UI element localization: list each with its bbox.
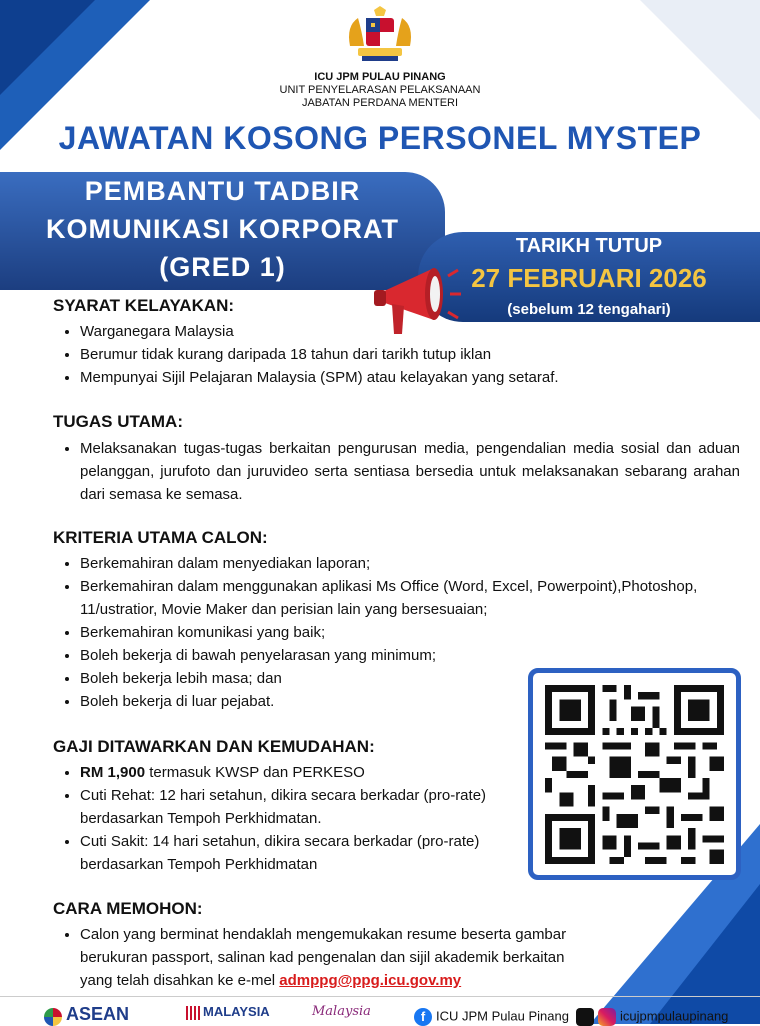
list-item: • Boleh bekerja di bawah penyelarasan yang minimum; xyxy=(80,644,740,667)
malaysia-coat-of-arms-icon xyxy=(344,6,416,66)
application-instructions: Calon yang berminat hendaklah mengemukakan resume beserta gambar berukuran passport, salinan kad pengenalan dan sijil akademik berkaitan yang telah disahkan ke e-mel xyxy=(80,926,567,989)
list-item: • Cuti Rehat: 12 hari setahun, dikira secara berkadar (pro-rate) berdasarkan Tempoh Perkhidmatan. xyxy=(80,784,530,830)
org-department: JABATAN PERDANA MENTERI xyxy=(301,97,459,109)
footer-divider xyxy=(0,996,760,997)
list-item xyxy=(80,761,530,784)
list-item: • Berkemahiran dalam menggunakan aplikasi Ms Office (Word, Excel, Powerpoint),Photoshop, 11/ustratior, Movie Maker dan perisian lain yang bersesuaian; xyxy=(80,575,740,621)
facebook-link[interactable]: f ICU JPM Pulau Pinang xyxy=(414,1008,569,1026)
duties-list xyxy=(58,437,740,506)
position-grade: (GRED 1) xyxy=(159,252,286,282)
salary-amount: RM 1,900 xyxy=(80,764,146,781)
closing-date: 27 FEBRUARI 2026 xyxy=(471,263,707,293)
list-item: • Melaksanakan tugas-tugas berkaitan pengurusan media, pengendalian media sosial dan aduan pelanggan, jurufoto dan juruvideo serta sentiasa bersedia untuk melaksanakan sebarang arahan dari semasa ke semasa. xyxy=(80,437,740,506)
list-item: • Berkemahiran komunikasi yang baik; xyxy=(80,621,740,644)
corner-decoration-bottom-right-dark xyxy=(650,884,760,1024)
list-item: • Berkemahiran dalam menyediakan laporan; xyxy=(80,552,740,575)
qr-code-frame[interactable] xyxy=(528,668,741,880)
section-heading-duties: TUGAS UTAMA: xyxy=(53,412,183,431)
position-title-line1: PEMBANTU TADBIR xyxy=(84,176,361,206)
facebook-icon: f xyxy=(414,1008,432,1026)
section-heading-criteria: KRITERIA UTAMA CALON: xyxy=(53,528,268,547)
list-item: • Boleh bekerja lebih masa; dan xyxy=(80,667,740,690)
org-name: ICU JPM PULAU PINANG xyxy=(314,71,446,83)
application-list xyxy=(58,923,600,992)
closing-date-label: TARIKH TUTUP xyxy=(515,235,663,257)
section-heading-requirements: SYARAT KELAYAKAN: xyxy=(53,296,235,315)
instagram-link[interactable]: icujpmpulaupinang xyxy=(576,1008,728,1026)
list-item xyxy=(80,923,600,992)
asean-logo: ASEAN xyxy=(44,1004,129,1026)
page-title: JAWATAN KOSONG PERSONEL MYSTEP xyxy=(58,120,702,156)
list-item: • Cuti Sakit: 14 hari setahun, dikira secara berkadar (pro-rate) berdasarkan Tempoh Perkhidmatan xyxy=(80,830,530,876)
list-item: • Mempunyai Sijil Pelajaran Malaysia (SPM) atau kelayakan yang setaraf. xyxy=(80,366,640,389)
instagram-icon xyxy=(598,1008,616,1026)
position-title-line2: KOMUNIKASI KORPORAT xyxy=(46,214,399,244)
list-item: • Warganegara Malaysia xyxy=(80,320,640,343)
malaysia-logo: MALAYSIA xyxy=(186,1004,270,1020)
qr-code-icon xyxy=(545,685,724,864)
email-link[interactable]: admppg@ppg.icu.gov.my xyxy=(279,972,462,989)
list-item: • Berumur tidak kurang daripada 18 tahun dari tarikh tutup iklan xyxy=(80,343,640,366)
list-item: • Boleh bekerja di luar pejabat. xyxy=(80,690,740,713)
tiktok-icon xyxy=(576,1008,594,1026)
section-heading-how-to-apply: CARA MEMOHON: xyxy=(53,899,203,918)
asean-emblem-icon xyxy=(44,1008,62,1026)
salary-list xyxy=(58,761,530,876)
visit-malaysia-logo: Malaysia xyxy=(312,1004,371,1019)
malaysia-stripes-icon xyxy=(186,1006,200,1020)
section-heading-salary: GAJI DITAWARKAN DAN KEMUDAHAN: xyxy=(53,737,375,756)
salary-detail: termasuk KWSP dan PERKESO xyxy=(145,764,365,781)
requirements-list xyxy=(58,320,640,389)
closing-time-note: (sebelum 12 tengahari) xyxy=(507,301,671,318)
org-unit: UNIT PENYELARASAN PELAKSANAAN xyxy=(279,84,481,96)
